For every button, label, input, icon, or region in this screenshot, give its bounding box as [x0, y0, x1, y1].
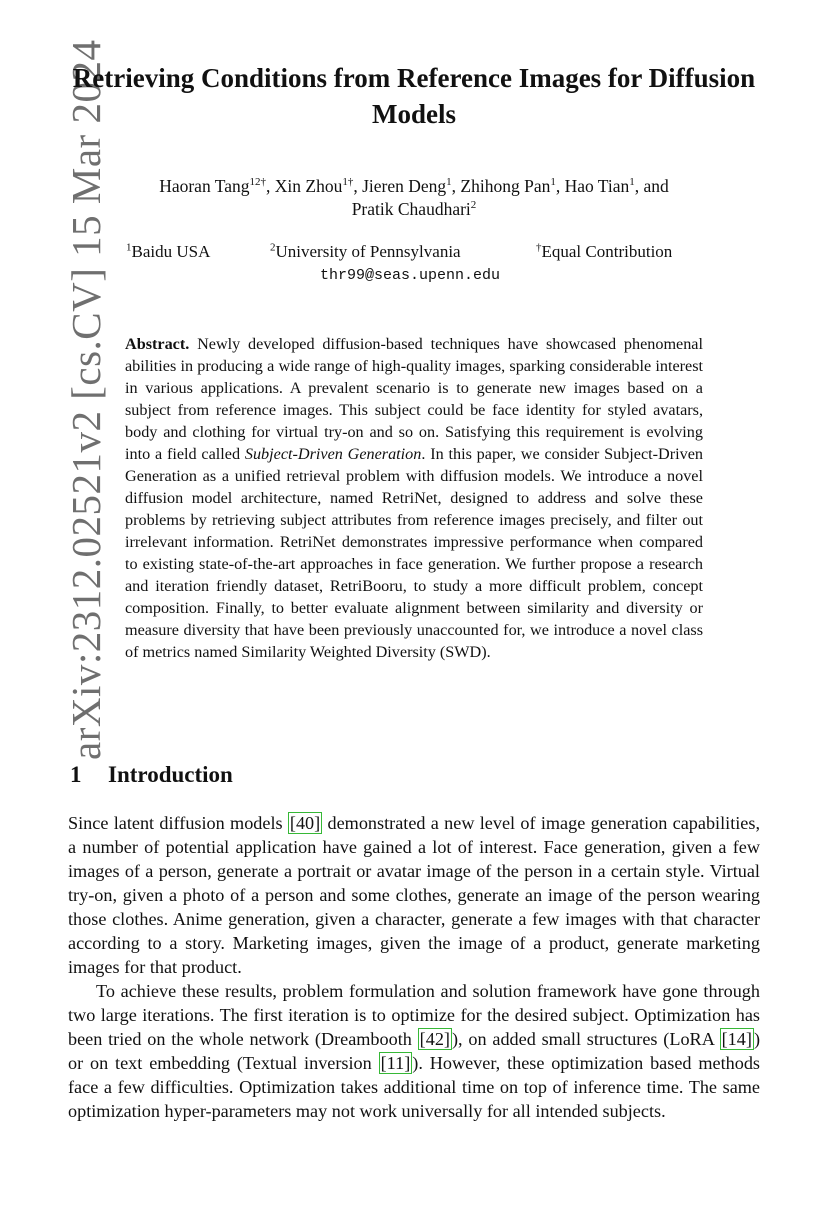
author-mark: 1 — [550, 176, 556, 189]
affiliation-text: University of Pennsylvania — [275, 242, 461, 261]
author-mark: 1 — [446, 176, 452, 189]
paragraph — [68, 979, 760, 1123]
abstract-label: Abstract. — [125, 335, 190, 353]
abstract — [125, 333, 703, 663]
affiliation-mark: 2 — [270, 241, 276, 254]
author-separator: , — [451, 176, 461, 196]
author-separator: , — [353, 176, 363, 196]
author-list — [70, 175, 758, 221]
author-mark: 1 — [629, 176, 635, 189]
affiliation-text: Equal Contribution — [541, 242, 673, 261]
affiliation-mark: † — [536, 241, 542, 254]
author-name: Zhihong Pan — [460, 176, 551, 196]
affiliation-text: Baidu USA — [131, 242, 211, 261]
abstract-emphasis: Subject-Driven Generation — [244, 445, 422, 463]
citation-link[interactable]: [14] — [721, 1029, 752, 1049]
author-name: Haoran Tang — [159, 176, 250, 196]
paragraph-text: ). However, these optimization based methods face a few difficulties. Optimization takes additional time on top of inference time. The same optimization hyper-parameters may not work universally for all intended subjects. — [68, 1053, 760, 1121]
paragraph-text: ) or on text embedding (Textual inversion — [68, 1029, 760, 1073]
paragraph-text: To achieve these results, problem formulation and solution framework have gone through two large iterations. The first iteration is to optimize for the desired subject. Optimization has been tried on the whole network (Dreambooth — [68, 981, 760, 1049]
paragraph-text: Since latent diffusion models — [68, 813, 288, 833]
affiliation-2 — [270, 242, 461, 262]
author-mark: 2 — [470, 199, 477, 212]
author-separator: , and — [634, 176, 669, 196]
paragraph-text: ), on added small structures (LoRA — [451, 1029, 720, 1049]
body-text — [68, 811, 760, 1123]
paper-title: Retrieving Conditions from Reference Images for Diffusion Models — [72, 63, 756, 129]
author-name: Hao Tian — [564, 176, 630, 196]
affiliation-1 — [126, 242, 210, 262]
author-name: Xin Zhou — [274, 176, 343, 196]
abstract-text: Newly developed diffusion-based techniques have showcased phenomenal abilities in producing a wide range of high-quality images, sparking considerable interest in various applications. A prevalent scenario is to generate new images based on a subject from reference images. This subject could be face identity for styled avatars, body and clothing for virtual try-on and so on. Satisfying this requirement is evolving into a field called — [125, 335, 703, 463]
section-heading — [70, 762, 233, 788]
author-mark: 1† — [342, 176, 354, 189]
arxiv-identifier: arXiv:2312.02521v2 [cs.CV] 15 Mar 2024 — [63, 39, 109, 760]
author-name: Pratik Chaudhari — [351, 199, 471, 219]
abstract-text: . In this paper, we consider Subject-Driven Generation as a unified retrieval problem with diffusion models. We introduce a novel diffusion model architecture, named RetriNet, designed to address and solve these problems by retrieving subject attributes from reference images precisely, and filter out irrelevant information. RetriNet demonstrates impressive performance when compared to existing state-of-the-art approaches in face generation. We further propose a research and iteration friendly dataset, RetriBooru, to study a more difficult problem, concept composition. Finally, to better evaluate alignment between similarity and diversity or measure diversity that have been previously unaccounted for, we introduce a novel class of metrics named Similarity Weighted Diversity (SWD). — [125, 445, 704, 661]
affiliation-3 — [536, 242, 672, 262]
author-mark: 12† — [249, 176, 266, 189]
contact-email[interactable]: thr99@seas.upenn.edu — [320, 267, 501, 284]
section-number: 1 — [70, 762, 82, 787]
section-title: Introduction — [108, 762, 233, 787]
citation-link[interactable]: [42] — [419, 1029, 450, 1049]
paragraph-text: demonstrated a new level of image generation capabilities, a number of potential application have gained a lot of interest. Face generation, given a few images of a person, generate a portrait or avatar image of the person in a certain style. Virtual try-on, given a photo of a person and some clothes, generate an image of the person wearing those clothes. Anime generation, given a character, generate a few images with that character according to a story. Marketing images, given the image of a product, generate marketing images for that product. — [68, 813, 760, 977]
author-name: Jieren Deng — [362, 176, 447, 196]
citation-link[interactable]: [11] — [380, 1053, 411, 1073]
affiliation-mark: 1 — [126, 241, 132, 254]
author-separator: , — [555, 176, 565, 196]
citation-link[interactable]: [40] — [289, 813, 321, 833]
paragraph — [68, 811, 760, 979]
author-separator: , — [266, 176, 275, 196]
